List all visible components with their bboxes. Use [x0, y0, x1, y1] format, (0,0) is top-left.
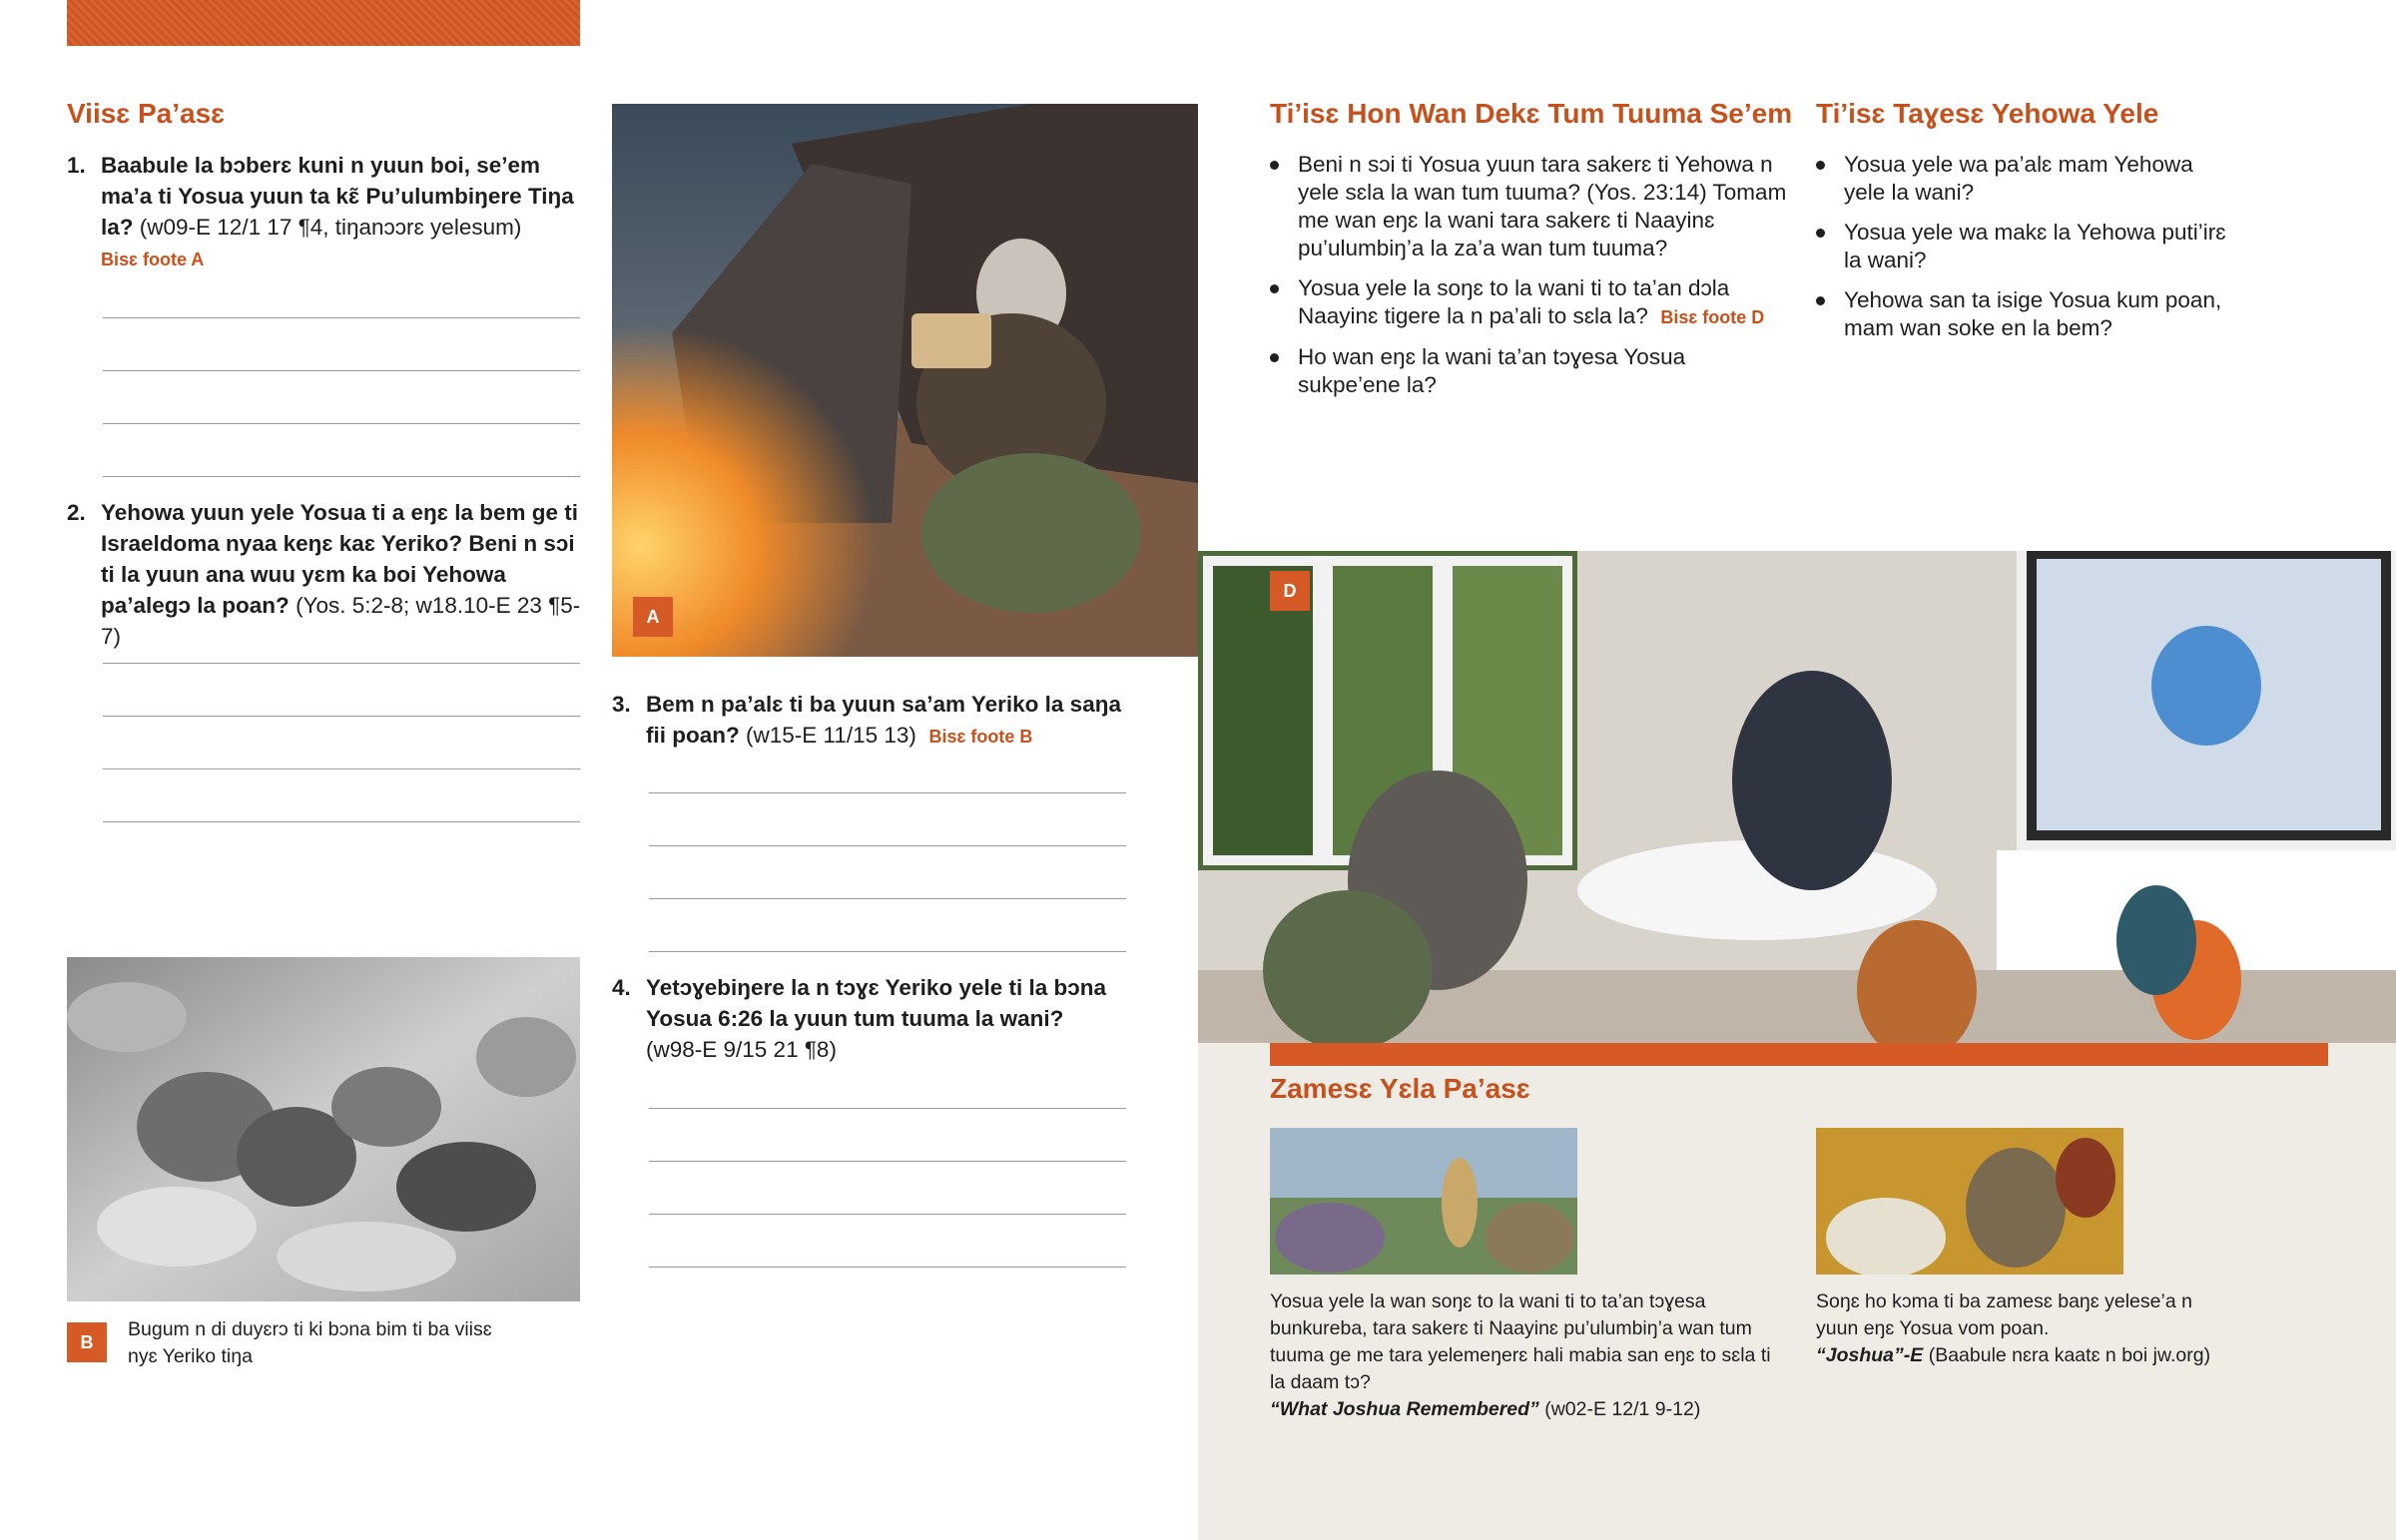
question-reference: (Yos. 5:2-8; w18.10-E 23 ¶5-7): [101, 593, 581, 649]
see-picture-d-link[interactable]: Bisɛ foote D: [1660, 307, 1765, 327]
bullet-icon: [1816, 161, 1825, 170]
question-text: Bem n pa’alɛ ti ba yuun sa’am Yeriko la saŋa fii poan?: [646, 692, 1121, 748]
picture-tag-b: B: [67, 1322, 107, 1362]
further-study-1-ref: (w02-E 12/1 9-12): [1538, 1398, 1701, 1420]
question-4: [612, 972, 1131, 1065]
excavation-photo: [67, 957, 580, 1301]
see-picture-a-link[interactable]: Bisɛ foote A: [101, 250, 205, 269]
question-reference: (w15-E 11/15 13): [739, 723, 916, 748]
section-heading-how-it-helps: Ti’isɛ Hon Wan Dekɛ Tum Tuuma Se’em: [1270, 98, 1793, 129]
further-study-2-ref: (Baabule nɛra kaatɛ n boi jw.org): [1923, 1344, 2211, 1366]
panel-accent-strip: [1270, 1043, 2328, 1066]
answer-lines-1[interactable]: [103, 265, 580, 477]
further-study-1-question: Yosua yele la wan soŋɛ to la wani ti to ta’an tɔɣesa bunkureba, tara sakerɛ ti Naayinɛ pu’ulumbiŋ’a wan tum tuuma ge me tara yelemeŋerɛ hali mabia san eŋɛ to sɛla ti la daam tɔ?: [1270, 1290, 1771, 1393]
answer-lines-4[interactable]: [649, 1056, 1126, 1268]
question-number: 3.: [612, 692, 631, 717]
answer-lines-2[interactable]: [103, 611, 580, 822]
list-item: Yehowa san ta isige Yosua kum poan, mam wan soke en la bem?: [1816, 286, 2235, 342]
question-number: 4.: [612, 975, 631, 1000]
question-reference: (w09-E 12/1 17 ¶4, tiŋanɔɔrɛ yelesum): [133, 215, 522, 240]
question-number: 2.: [67, 500, 86, 525]
list-item: Yosua yele la soŋɛ to la wani ti to ta’an dɔla Naayinɛ tigere la n pa’ali to sɛla la? Bisɛ foote D: [1270, 274, 1789, 331]
bullet-icon: [1816, 296, 1825, 305]
section-heading-learn-about-jehovah: Ti’isɛ Taɣesɛ Yehowa Yele: [1816, 98, 2159, 129]
list-item: Ho wan eŋɛ la wani ta’an tɔɣesa Yosua sukpe’ene la?: [1270, 343, 1789, 399]
how-it-helps-list: [1270, 151, 1789, 411]
question-text: Yehowa yuun yele Yosua ti a eŋɛ la bem ge ti Israeldoma nyaa keŋɛ kaɛ Yeriko? Beni n sɔi ti la yuun ana wuu yɛm ka boi Yehowa pa’alegɔ la poan?: [101, 500, 579, 618]
list-item: Yosua yele wa pa’alɛ mam Yehowa yele la wani?: [1816, 151, 2235, 207]
family-study-photo: [1198, 551, 2396, 1043]
list-item: Yosua yele wa makɛ la Yehowa puti’irɛ la wani?: [1816, 219, 2235, 274]
question-number: 1.: [67, 153, 86, 178]
question-reference: (w98-E 9/15 21 ¶8): [646, 1037, 837, 1062]
further-study-1-text: [1270, 1288, 1789, 1423]
picture-tag-d: D: [1270, 571, 1310, 611]
picture-tag-a: A: [633, 597, 673, 637]
question-text: Baabule la bɔberɛ kuni n yuun boi, se’em ma’a ti Yosua yuun ta kɛ̃ Pu’ulumbiŋere Tiŋa la?: [101, 153, 574, 240]
list-item: Beni n sɔi ti Yosua yuun tara sakerɛ ti Yehowa n yele sɛla la wan tum tuuma? (Yos. 23:14) Tomam me wan eŋɛ la wani tara sakerɛ ti Naayinɛ pu’ulumbiŋ’a la za’a wan tum tuuma?: [1270, 151, 1789, 262]
top-accent-bar: [67, 0, 580, 46]
learn-about-jehovah-list: [1816, 151, 2235, 354]
joshua-people-illustration: [1270, 1128, 1577, 1275]
further-study-2-text: [1816, 1288, 2235, 1369]
bullet-icon: [1270, 284, 1279, 293]
further-study-2-activity: Soŋɛ ho kɔma ti ba zamesɛ baŋɛ yelese’a n yuun eŋɛ Yosua vom poan.: [1816, 1290, 2192, 1339]
joshua-reading-illustration: [612, 104, 1198, 657]
bullet-icon: [1270, 353, 1279, 362]
section-heading-further-study: Zamesɛ Yɛla Pa’asɛ: [1270, 1073, 1530, 1104]
jericho-battle-illustration: [1816, 1128, 2123, 1275]
picture-b-caption: Bugum n di duyɛrɔ ti ki bɔna bim ti ba viisɛ nyɛ Yeriko tiŋa: [128, 1318, 492, 1367]
further-study-1-title[interactable]: “What Joshua Remembered”: [1270, 1398, 1539, 1420]
question-1: [67, 150, 586, 275]
further-study-2-title[interactable]: “Joshua”-E: [1816, 1344, 1924, 1366]
bullet-icon: [1270, 161, 1279, 170]
section-heading-further: Viisɛ Pa’asɛ: [67, 98, 226, 129]
see-picture-b-link[interactable]: Bisɛ foote B: [928, 727, 1033, 747]
question-text: Yetɔɣebiŋere la n tɔɣɛ Yeriko yele ti la bɔna Yosua 6:26 la yuun tum tuuma la wani?: [646, 975, 1107, 1031]
bullet-icon: [1816, 229, 1825, 238]
answer-lines-3[interactable]: [649, 741, 1126, 952]
